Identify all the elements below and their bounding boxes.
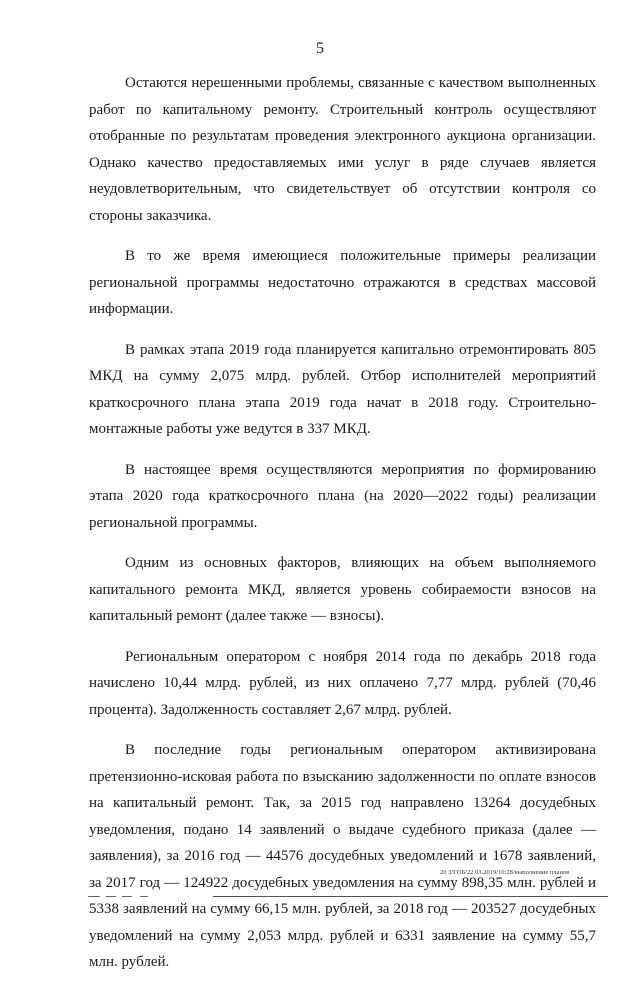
- paragraph-media-coverage: В то же время имеющиеся положительные примеры реализации региональной программы недостаточно отражаются в средствах массовой информации.: [89, 248, 596, 317]
- scan-mark: [213, 896, 608, 897]
- footer-document-code: 20 3/ГОБ/22.03.2019/10:28/выполнение планов: [440, 869, 570, 876]
- paragraph-quality-issues: Остаются нерешенными проблемы, связанные с качеством выполненных работ по капитальному ремонту. Строительный контроль осуществляют отобранные по результатам проведения электронного аукциона организации. Однако качество предоставляемых ими услуг в ряде случаев является неудовлетворительным, что свидетельствует об отсутствии контроля со стороны заказчика.: [89, 75, 596, 224]
- paragraph-collection-factor: Одним из основных факторов, влияющих на объем выполняемого капитального ремонта МКД, является уровень собираемости взносов на капитальный ремонт (далее также — взносы).: [89, 555, 596, 624]
- page-number: 5: [316, 40, 324, 57]
- scan-mark: [122, 896, 132, 897]
- document-body: [89, 70, 596, 990]
- paragraph-claims-work: В последние годы региональным оператором активизирована претензионно-исковая работа по взысканию задолженности по оплате взносов на капитальный ремонт. Так, за 2015 год направлено 13264 досудебных уведомления, подано 14 заявлений о выдаче судебного приказа (далее — заявления), за 2016 год — 44576 досудебных уведомлений и 1678 заявлений, за 2017 год — 124922 досудебных уведомления на сумму 898,35 млн. рублей и 5338 заявлений на сумму 66,15 млн. рублей, за 2018 год — 203527 досудебных уведомлений на сумму 2,053 млрд. рублей и 6331 заявление на сумму 55,7 млн. рублей.: [89, 742, 596, 970]
- paragraph-accrued-paid: Региональным оператором с ноября 2014 года по декабрь 2018 года начислено 10,44 млрд. рублей, из них оплачено 7,77 млрд. рублей (70,46 процента). Задолженность составляет 2,67 млрд. рублей.: [89, 648, 596, 718]
- paragraph-stage-2019: В рамках этапа 2019 года планируется капитально отремонтировать 805 МКД на сумму 2,075 млрд. рублей. Отбор исполнителей мероприятий краткосрочного плана этапа 2019 года начат в 2018 году. Строительно-монтажные работы уже ведутся в 337 МКД.: [89, 341, 596, 437]
- paragraph-stage-2020: В настоящее время осуществляются мероприятия по формированию этапа 2020 года краткосрочного плана (на 2020—2022 годы) реализации региональной программы.: [89, 461, 596, 531]
- scan-mark: [88, 896, 100, 897]
- scan-edge-marks: [88, 896, 608, 898]
- scan-mark: [140, 896, 148, 897]
- scan-mark: [106, 896, 116, 897]
